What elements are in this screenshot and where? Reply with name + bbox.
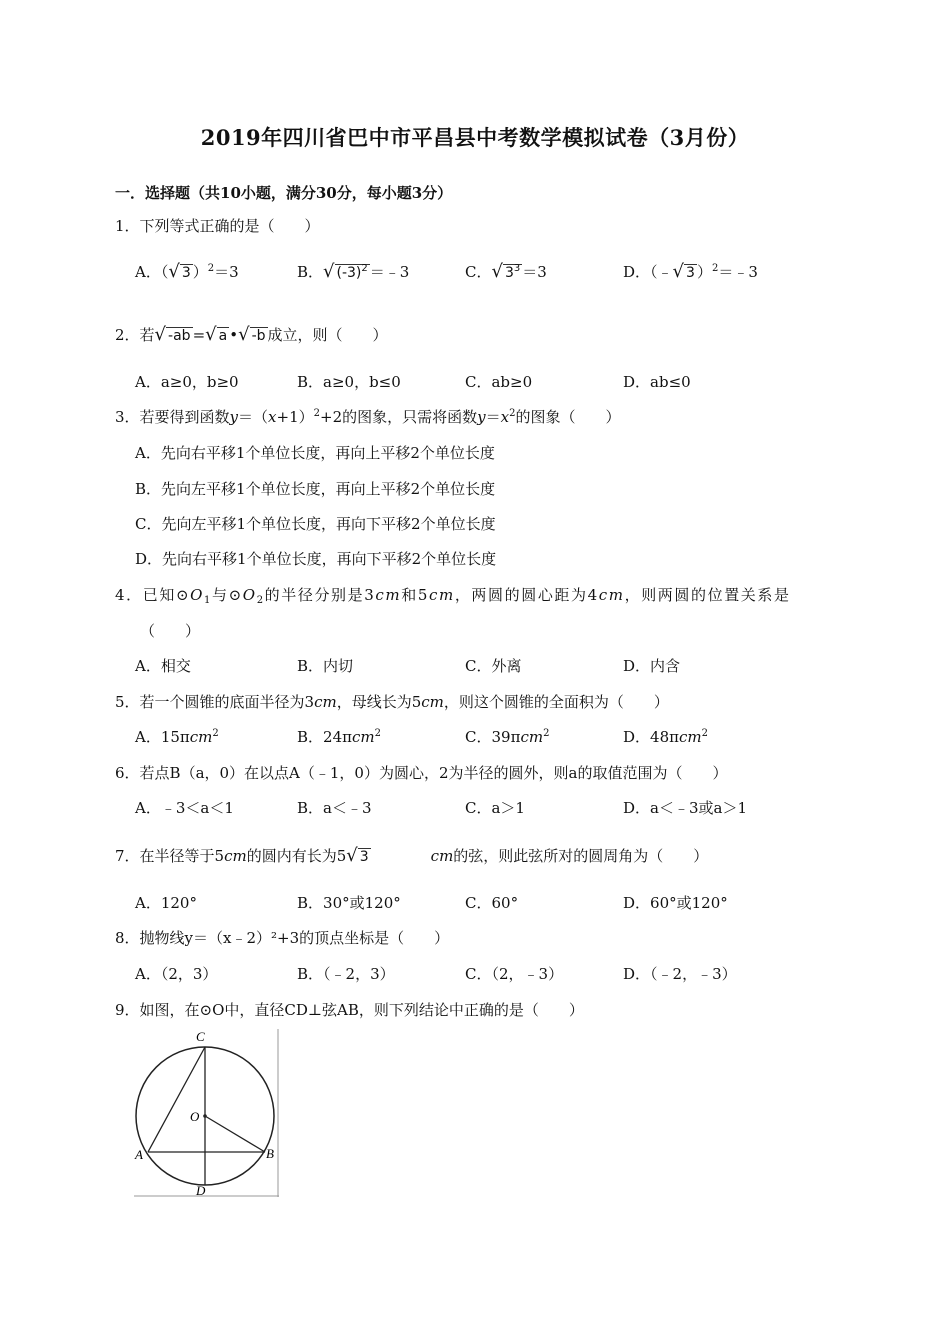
label-o: O [190, 1109, 200, 1124]
circle-figure [134, 1029, 279, 1197]
q1-option-b: B．√ $(-3)^2$ ＝﹣3 [297, 261, 410, 282]
q1-option-d: D．（﹣√ 3 ）$^2$＝﹣3 [623, 261, 758, 282]
question-1-stem: 1．下列等式正确的是（ ） [115, 217, 320, 235]
q5-option-a: A．15πcm$^2$ [135, 728, 219, 746]
q4-option-b: B．内切 [297, 657, 354, 675]
q6-option-a: A．﹣3＜a＜1 [135, 799, 234, 817]
q2-option-b: B．a≥0，b≤0 [297, 373, 401, 391]
q7-option-b: B．30°或120° [297, 894, 401, 912]
q7-option-c: C．60° [465, 894, 519, 912]
label-a: A [135, 1147, 143, 1162]
q6-option-c: C．a＞1 [465, 799, 525, 817]
q2-option-d: D．ab≤0 [623, 373, 691, 391]
question-5-stem: 5．若一个圆锥的底面半径为3cm，母线长为5cm，则这个圆锥的全面积为（ ） [115, 693, 669, 711]
question-3-stem: 3．若要得到函数$y=(x+1)^2+2$的图象，只需将函数$y=x^2$的图象（ ） [115, 408, 621, 426]
page-title: 2019年四川省巴中市平昌县中考数学模拟试卷（3月份） [200, 125, 750, 150]
q7-option-a: A．120° [135, 894, 197, 912]
question-7-stem: 7．在半径等于5cm的圆内有长为5√ 3 cm的弦，则此弦所对的圆周角为（ ） [115, 845, 709, 866]
q8-option-c: C．（2，﹣3） [465, 965, 564, 983]
question-2-stem: 2．若√ -ab =√ a •√ -b 成立，则（ ） [115, 324, 388, 345]
q4-option-d: D．内含 [623, 657, 681, 675]
q3-option-b: B．先向左平移1个单位长度，再向上平移2个单位长度 [135, 480, 496, 498]
q4-option-a: A．相交 [135, 657, 191, 675]
q3-option-a: A．先向右平移1个单位长度，再向上平移2个单位长度 [135, 444, 495, 462]
question-4-stem: 4．已知$⊙O_1$与$⊙O_2$的半径分别是3cm和5cm，两圆的圆心距为4cm，则两圆的位置关系是 [115, 586, 791, 606]
q1-option-c: C．√ $3^3 =3$ [465, 261, 547, 282]
question-8-stem: 8．抛物线y＝（x﹣2）²+3的顶点坐标是（ ） [115, 929, 450, 947]
q8-option-d: D．（﹣2，﹣3） [623, 965, 737, 983]
q3-option-d: D．先向右平移1个单位长度，再向下平移2个单位长度 [135, 550, 497, 568]
q8-option-b: B．（﹣2，3） [297, 965, 395, 983]
q6-option-d: D．a＜﹣3或a＞1 [623, 799, 747, 817]
q4-option-c: C．外离 [465, 657, 522, 675]
q5-option-d: D．48πcm$^2$ [623, 728, 708, 746]
q6-option-b: B．a＜﹣3 [297, 799, 372, 817]
q3-option-c: C．先向左平移1个单位长度，再向下平移2个单位长度 [135, 515, 496, 533]
label-c: C [196, 1029, 205, 1044]
section-heading: 一．选择题（共10小题，满分30分，每小题3分） [115, 184, 453, 202]
center-point [203, 1114, 207, 1118]
q8-option-a: A．（2，3） [135, 965, 218, 983]
label-b: B [266, 1146, 274, 1161]
question-6-stem: 6．若点B（a，0）在以点A（﹣1，0）为圆心，2为半径的圆外，则a的取值范围为（ ） [115, 764, 728, 782]
question-4-continuation: （ ） [140, 622, 201, 640]
question-9-stem: 9．如图，在⊙O中，直径CD⊥弦AB，则下列结论中正确的是（ ） [115, 1001, 584, 1019]
segment-ob [205, 1116, 265, 1152]
q1-option-a: A．（√ 3 ）$^2$＝3 [135, 261, 239, 282]
label-d: D [196, 1183, 206, 1197]
q2-option-c: C．ab≥0 [465, 373, 533, 391]
q2-option-a: A．a≥0，b≥0 [135, 373, 239, 391]
segment-ca [148, 1047, 205, 1152]
q7-option-d: D．60°或120° [623, 894, 728, 912]
q5-option-b: B．24πcm$^2$ [297, 728, 381, 746]
q5-option-c: C．39πcm$^2$ [465, 728, 550, 746]
